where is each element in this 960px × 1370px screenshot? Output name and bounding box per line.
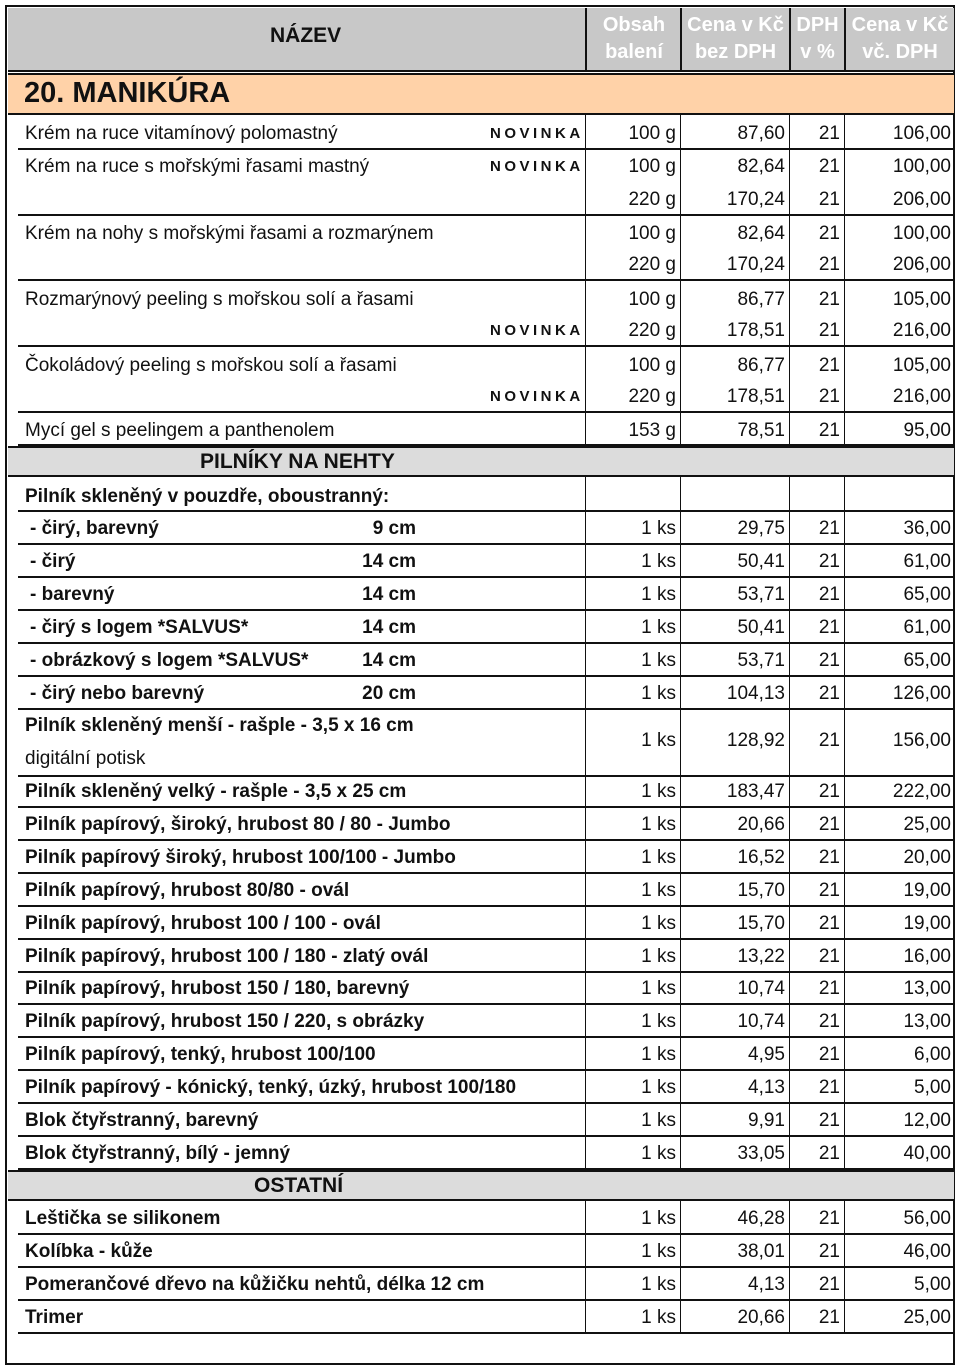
vat-cell: 21 xyxy=(818,518,840,539)
row-divider xyxy=(18,576,954,578)
package-cell: 1 ks xyxy=(641,1044,676,1066)
package-cell: 220 g xyxy=(628,189,676,210)
product-name: Pilník papírový, tenký, hrubost 100/100 xyxy=(25,1044,376,1066)
price-excl-vat-cell: 78,51 xyxy=(737,420,785,441)
category-title: 20. MANIKÚRA xyxy=(24,77,231,109)
product-name: Leštička se silikonem xyxy=(25,1208,221,1229)
vat-cell: 21 xyxy=(818,123,840,144)
vat-cell: 21 xyxy=(818,846,840,868)
package-cell: 153 g xyxy=(628,420,676,441)
price-excl-vat-cell: 10,74 xyxy=(737,1011,785,1033)
row-divider xyxy=(18,411,954,413)
vat-cell: 21 xyxy=(818,1044,840,1066)
column-divider xyxy=(585,477,586,710)
package-cell: 1 ks xyxy=(641,617,676,638)
price-incl-vat-cell: 156,00 xyxy=(892,730,951,751)
package-cell: 100 g xyxy=(628,223,676,244)
column-divider xyxy=(680,477,681,710)
row-divider xyxy=(18,1102,954,1104)
row-divider xyxy=(18,938,954,940)
group-title: Pilník skleněný v pouzdře, oboustranný: xyxy=(25,486,390,507)
price-excl-vat-cell: 170,24 xyxy=(726,254,785,275)
row-divider xyxy=(18,971,954,973)
vat-cell: 21 xyxy=(818,683,840,704)
row-divider xyxy=(18,775,954,777)
column-divider xyxy=(789,115,790,445)
vat-cell: 21 xyxy=(818,650,840,671)
price-excl-vat-cell: 15,70 xyxy=(737,912,785,934)
header-price-excl-vat: Cena v Kč bez DPH xyxy=(687,14,784,63)
price-incl-vat-cell: 100,00 xyxy=(892,223,951,244)
section-bar-other xyxy=(8,1170,954,1201)
row-divider xyxy=(18,1069,954,1071)
price-incl-vat-cell: 105,00 xyxy=(892,289,951,310)
price-incl-vat-cell: 222,00 xyxy=(892,781,951,802)
product-name: Pilník papírový, hrubost 100 / 180 - zlatý ovál xyxy=(25,945,429,967)
product-name: Mycí gel s peelingem a panthenolem xyxy=(25,420,335,441)
package-cell: 100 g xyxy=(628,156,676,177)
vat-cell: 21 xyxy=(818,1307,840,1328)
package-cell: 1 ks xyxy=(641,978,676,1000)
price-excl-vat-cell: 16,52 xyxy=(737,846,785,868)
row-divider xyxy=(18,1036,954,1038)
row-divider xyxy=(18,642,954,644)
column-divider xyxy=(585,775,586,1170)
price-incl-vat-cell: 206,00 xyxy=(892,189,951,210)
product-name: - čirý, barevný xyxy=(30,518,159,539)
product-name: Pilník papírový, hrubost 80/80 - ovál xyxy=(25,879,350,901)
product-name: Pilník skleněný velký - rašple - 3,5 x 25 cm xyxy=(25,781,407,802)
price-excl-vat-cell: 53,71 xyxy=(737,650,785,671)
row-divider xyxy=(18,543,954,545)
price-excl-vat-cell: 87,60 xyxy=(737,123,785,144)
column-divider xyxy=(585,1201,586,1333)
vat-cell: 21 xyxy=(818,1274,840,1295)
price-excl-vat-cell: 4,13 xyxy=(748,1274,785,1295)
price-incl-vat-cell: 105,00 xyxy=(892,355,951,376)
column-divider xyxy=(680,710,681,776)
price-excl-vat-cell: 29,75 xyxy=(737,518,785,539)
product-name: Rozmarýnový peeling s mořskou solí a řasami xyxy=(25,289,414,310)
price-incl-vat-cell: 5,00 xyxy=(914,1077,951,1099)
product-name: Čokoládový peeling s mořskou solí a řasami xyxy=(25,355,397,376)
package-cell: 1 ks xyxy=(641,683,676,704)
price-incl-vat-cell: 20,00 xyxy=(903,846,951,868)
row-divider xyxy=(18,609,954,611)
price-excl-vat-cell: 4,13 xyxy=(748,1077,785,1099)
row-divider xyxy=(18,148,954,150)
row-divider xyxy=(18,708,954,710)
price-excl-vat-cell: 170,24 xyxy=(726,189,785,210)
package-cell: 220 g xyxy=(628,320,676,341)
product-name: Pilník papírový široký, hrubost 100/100 - Jumbo xyxy=(25,846,456,868)
package-cell: 1 ks xyxy=(641,1241,676,1262)
price-excl-vat-cell: 38,01 xyxy=(737,1241,785,1262)
row-divider xyxy=(18,872,954,874)
product-name: Krém na nohy s mořskými řasami a rozmarýnem xyxy=(25,223,434,244)
price-excl-vat-cell: 178,51 xyxy=(726,320,785,341)
vat-cell: 21 xyxy=(818,945,840,967)
product-name: Pilník papírový - kónický, tenký, úzký, hrubost 100/180 xyxy=(25,1077,517,1099)
package-cell: 1 ks xyxy=(641,912,676,934)
product-name: Pomerančové dřevo na kůžičku nehtů, délka 12 cm xyxy=(25,1274,485,1295)
product-name: - čirý xyxy=(30,551,76,572)
package-cell: 100 g xyxy=(628,355,676,376)
package-cell: 1 ks xyxy=(641,813,676,835)
price-excl-vat-cell: 15,70 xyxy=(737,879,785,901)
package-cell: 1 ks xyxy=(641,1142,676,1164)
price-incl-vat-cell: 61,00 xyxy=(903,617,951,638)
price-incl-vat-cell: 13,00 xyxy=(903,978,951,1000)
price-incl-vat-cell: 65,00 xyxy=(903,650,951,671)
column-divider xyxy=(844,710,845,776)
vat-cell: 21 xyxy=(818,386,840,407)
vat-cell: 21 xyxy=(818,1110,840,1131)
header-vat: DPH v % xyxy=(796,14,839,63)
price-incl-vat-cell: 19,00 xyxy=(903,879,951,901)
vat-cell: 21 xyxy=(818,912,840,934)
vat-cell: 21 xyxy=(818,813,840,835)
vat-cell: 21 xyxy=(818,420,840,441)
section-title-other: OSTATNÍ xyxy=(254,1174,344,1197)
package-cell: 1 ks xyxy=(641,1274,676,1295)
package-cell: 1 ks xyxy=(641,781,676,802)
row-divider xyxy=(18,839,954,841)
product-name: - barevný xyxy=(30,584,115,605)
row-divider xyxy=(18,1332,954,1334)
price-incl-vat-cell: 12,00 xyxy=(903,1110,951,1131)
price-excl-vat-cell: 9,91 xyxy=(748,1110,785,1131)
row-divider xyxy=(18,1233,954,1235)
price-excl-vat-cell: 10,74 xyxy=(737,978,785,1000)
package-cell: 220 g xyxy=(628,386,676,407)
price-incl-vat-cell: 19,00 xyxy=(903,912,951,934)
row-divider xyxy=(18,279,954,281)
vat-cell: 21 xyxy=(818,1142,840,1164)
price-incl-vat-cell: 16,00 xyxy=(903,945,951,967)
row-divider xyxy=(18,1266,954,1268)
price-excl-vat-cell: 82,64 xyxy=(737,156,785,177)
vat-cell: 21 xyxy=(818,551,840,572)
row-divider xyxy=(18,905,954,907)
header-price-incl-vat: Cena v Kč vč. DPH xyxy=(851,14,949,63)
price-incl-vat-cell: 216,00 xyxy=(892,320,951,341)
section-title-files: PILNÍKY NA NEHTY xyxy=(200,450,395,473)
price-incl-vat-cell: 13,00 xyxy=(903,1011,951,1033)
price-excl-vat-cell: 50,41 xyxy=(737,551,785,572)
price-incl-vat-cell: 206,00 xyxy=(892,254,951,275)
package-cell: 1 ks xyxy=(641,846,676,868)
product-name: - čirý s logem *SALVUS* xyxy=(30,617,249,638)
column-divider xyxy=(680,1201,681,1333)
row-divider xyxy=(18,214,954,216)
row-divider xyxy=(18,510,954,512)
new-product-badge: NOVINKA xyxy=(490,125,584,142)
column-divider xyxy=(844,477,845,710)
package-cell: 220 g xyxy=(628,254,676,275)
price-excl-vat-cell: 183,47 xyxy=(726,781,785,802)
vat-cell: 21 xyxy=(818,289,840,310)
price-excl-vat-cell: 82,64 xyxy=(737,223,785,244)
header-pack: Obsah balení xyxy=(602,14,666,63)
vat-cell: 21 xyxy=(818,584,840,605)
price-incl-vat-cell: 95,00 xyxy=(903,420,951,441)
vat-cell: 21 xyxy=(818,189,840,210)
package-cell: 100 g xyxy=(628,289,676,310)
price-excl-vat-cell: 86,77 xyxy=(737,355,785,376)
size-cell: 14 cm xyxy=(362,617,416,638)
package-cell: 1 ks xyxy=(641,1110,676,1131)
price-excl-vat-cell: 104,13 xyxy=(726,683,785,704)
price-incl-vat-cell: 126,00 xyxy=(892,683,951,704)
price-incl-vat-cell: 216,00 xyxy=(892,386,951,407)
package-cell: 1 ks xyxy=(641,650,676,671)
new-product-badge: NOVINKA xyxy=(490,388,584,405)
row-divider xyxy=(18,345,954,347)
price-incl-vat-cell: 36,00 xyxy=(903,518,951,539)
vat-cell: 21 xyxy=(818,978,840,1000)
price-excl-vat-cell: 178,51 xyxy=(726,386,785,407)
product-name: Trimer xyxy=(25,1307,84,1328)
size-cell: 20 cm xyxy=(362,683,416,704)
product-name: - čirý nebo barevný xyxy=(30,683,205,704)
row-divider xyxy=(18,806,954,808)
product-name: Pilník papírový, hrubost 100 / 100 - ovál xyxy=(25,912,381,934)
price-incl-vat-cell: 100,00 xyxy=(892,156,951,177)
price-incl-vat-cell: 56,00 xyxy=(903,1208,951,1229)
vat-cell: 21 xyxy=(818,1208,840,1229)
row-divider xyxy=(18,1003,954,1005)
price-excl-vat-cell: 46,28 xyxy=(737,1208,785,1229)
vat-cell: 21 xyxy=(818,617,840,638)
price-incl-vat-cell: 106,00 xyxy=(892,123,951,144)
header-name: NÁZEV xyxy=(270,24,342,47)
price-excl-vat-cell: 53,71 xyxy=(737,584,785,605)
package-cell: 1 ks xyxy=(641,1307,676,1328)
vat-cell: 21 xyxy=(818,1011,840,1033)
vat-cell: 21 xyxy=(818,156,840,177)
size-cell: 9 cm xyxy=(372,518,416,539)
product-name: Pilník papírový, široký, hrubost 80 / 80 - Jumbo xyxy=(25,813,451,835)
product-note: digitální potisk xyxy=(25,748,146,769)
product-name: Pilník papírový, hrubost 150 / 220, s obrázky xyxy=(25,1011,425,1033)
price-incl-vat-cell: 25,00 xyxy=(903,1307,951,1328)
column-divider xyxy=(585,710,586,776)
vat-cell: 21 xyxy=(818,254,840,275)
size-cell: 14 cm xyxy=(362,650,416,671)
product-name: Pilník papírový, hrubost 150 / 180, barevný xyxy=(25,978,410,1000)
price-excl-vat-cell: 13,22 xyxy=(737,945,785,967)
price-excl-vat-cell: 128,92 xyxy=(726,730,785,751)
vat-cell: 21 xyxy=(818,1241,840,1262)
price-incl-vat-cell: 61,00 xyxy=(903,551,951,572)
product-name: Blok čtyřstranný, barevný xyxy=(25,1110,259,1131)
row-divider xyxy=(18,1299,954,1301)
vat-cell: 21 xyxy=(818,879,840,901)
column-divider xyxy=(789,710,790,776)
package-cell: 1 ks xyxy=(641,584,676,605)
price-incl-vat-cell: 40,00 xyxy=(903,1142,951,1164)
package-cell: 1 ks xyxy=(641,1208,676,1229)
price-incl-vat-cell: 5,00 xyxy=(914,1274,951,1295)
vat-cell: 21 xyxy=(818,781,840,802)
column-divider xyxy=(844,115,845,445)
price-incl-vat-cell: 46,00 xyxy=(903,1241,951,1262)
package-cell: 1 ks xyxy=(641,730,676,751)
column-divider xyxy=(680,775,681,1170)
price-excl-vat-cell: 20,66 xyxy=(737,1307,785,1328)
price-excl-vat-cell: 33,05 xyxy=(737,1142,785,1164)
price-incl-vat-cell: 65,00 xyxy=(903,584,951,605)
product-name: Blok čtyřstranný, bílý - jemný xyxy=(25,1142,291,1164)
size-cell: 14 cm xyxy=(362,551,416,572)
product-name: Kolíbka - kůže xyxy=(25,1241,153,1262)
product-name: - obrázkový s logem *SALVUS* xyxy=(30,650,309,671)
package-cell: 1 ks xyxy=(641,1011,676,1033)
vat-cell: 21 xyxy=(818,730,840,751)
vat-cell: 21 xyxy=(818,223,840,244)
column-divider xyxy=(844,775,845,1170)
column-divider xyxy=(585,115,586,445)
package-cell: 1 ks xyxy=(641,945,676,967)
price-incl-vat-cell: 25,00 xyxy=(903,813,951,835)
product-name: Krém na ruce vitamínový polomastný xyxy=(25,123,338,144)
size-cell: 14 cm xyxy=(362,584,416,605)
column-divider xyxy=(789,477,790,710)
package-cell: 1 ks xyxy=(641,551,676,572)
package-cell: 100 g xyxy=(628,123,676,144)
row-divider xyxy=(18,1135,954,1137)
column-divider xyxy=(844,1201,845,1333)
package-cell: 1 ks xyxy=(641,1077,676,1099)
product-name: Pilník skleněný menší - rašple - 3,5 x 16 cm xyxy=(25,715,414,736)
price-excl-vat-cell: 86,77 xyxy=(737,289,785,310)
product-name: Krém na ruce s mořskými řasami mastný xyxy=(25,156,370,177)
vat-cell: 21 xyxy=(818,1077,840,1099)
package-cell: 1 ks xyxy=(641,518,676,539)
price-incl-vat-cell: 6,00 xyxy=(914,1044,951,1066)
column-divider xyxy=(789,1201,790,1333)
vat-cell: 21 xyxy=(818,355,840,376)
column-divider xyxy=(789,775,790,1170)
price-excl-vat-cell: 4,95 xyxy=(748,1044,785,1066)
price-excl-vat-cell: 50,41 xyxy=(737,617,785,638)
price-excl-vat-cell: 20,66 xyxy=(737,813,785,835)
new-product-badge: NOVINKA xyxy=(490,322,584,339)
row-divider xyxy=(18,675,954,677)
column-divider xyxy=(680,115,681,445)
new-product-badge: NOVINKA xyxy=(490,158,584,175)
package-cell: 1 ks xyxy=(641,879,676,901)
section-bar-files xyxy=(8,446,954,477)
vat-cell: 21 xyxy=(818,320,840,341)
